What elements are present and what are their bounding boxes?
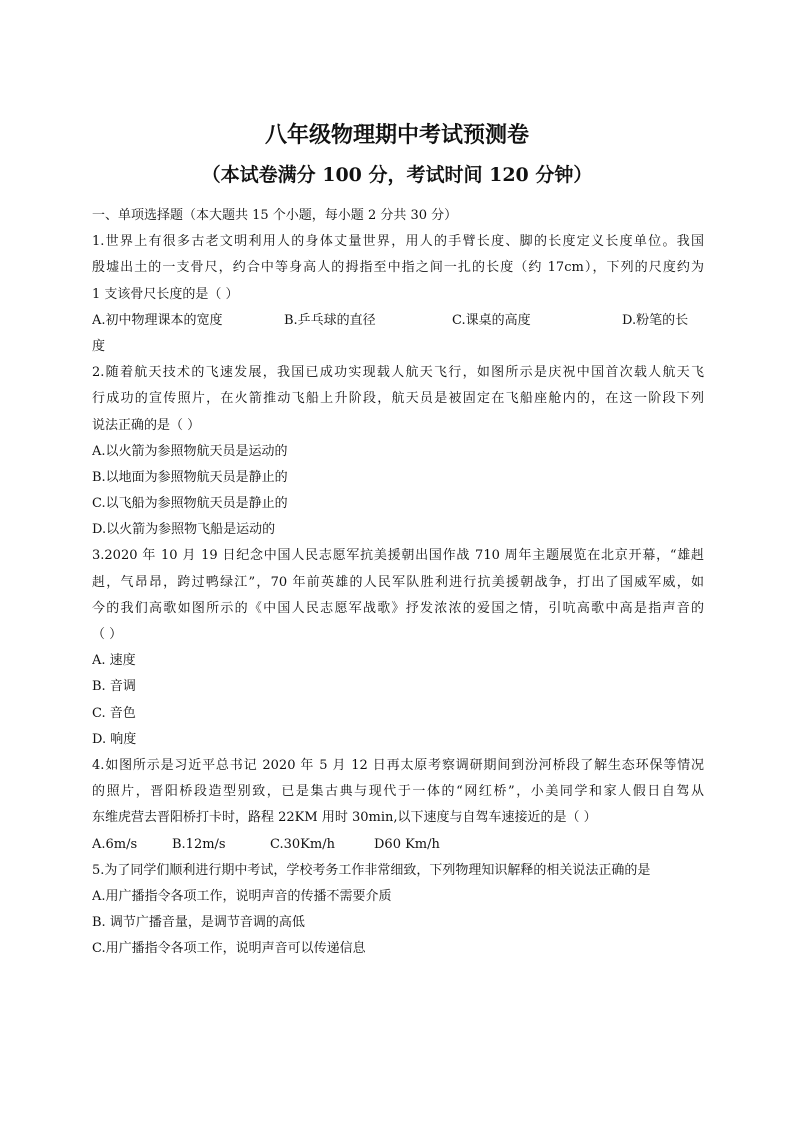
question-4-text-line: 的照片，晋阳桥段造型别致，已是集古典与现代于一体的“网红桥”，小美同学和家人假日自驾从 bbox=[92, 784, 704, 800]
question-5-text-line: 5.为了同学们顺利进行期中考试，学校考务工作非常细致，下列物理知识解释的相关说法正确的是 bbox=[92, 862, 651, 878]
option-a: A.用广播指令各项工作，说明声音的传播不需要介质 bbox=[92, 888, 392, 904]
question-5 bbox=[92, 858, 704, 963]
option-a: A.初中物理课本的宽度 bbox=[92, 312, 223, 328]
question-4-text-line: 4.如图所示是习近平总书记 2020 年 5 月 12 日再太原考察调研期间到汾河桥段了解生态环保等情况 bbox=[92, 757, 704, 773]
option-d: D60 Km/h bbox=[374, 836, 440, 852]
option-d: D.以火箭为参照物飞船是运动的 bbox=[92, 522, 276, 538]
option-d-continuation: 度 bbox=[92, 338, 106, 354]
option-a: A. 速度 bbox=[92, 653, 136, 669]
option-c: C. 音色 bbox=[92, 705, 136, 721]
question-3-text-line: 3.2020 年 10 月 19 日纪念中国人民志愿军抗美援朝出国作战 710 周年主题展览在北京开幕，“雄赳 bbox=[92, 548, 704, 564]
question-2 bbox=[92, 360, 704, 543]
option-c: C.课桌的高度 bbox=[452, 312, 531, 328]
question-3 bbox=[92, 543, 704, 753]
option-a: A.以火箭为参照物航天员是运动的 bbox=[92, 443, 288, 459]
exam-title: 八年级物理期中考试预测卷 bbox=[264, 122, 529, 148]
option-c: C.用广播指令各项工作，说明声音可以传递信息 bbox=[92, 941, 366, 957]
question-3-text-line: 今的我们高歌如图所示的《中国人民志愿军战歌》抒发浓浓的爱国之情，引吭高歌中高是指声音的 bbox=[92, 600, 704, 616]
option-d: D.粉笔的长 bbox=[622, 312, 689, 328]
question-2-text-line: 2.随着航天技术的飞速发展，我国已成功实现载人航天飞行，如图所示是庆祝中国首次载人航天飞 bbox=[92, 365, 704, 381]
question-4 bbox=[92, 753, 704, 858]
section-heading: 一、单项选择题（本大题共 15 个小题，每小题 2 分共 30 分） bbox=[92, 208, 458, 223]
question-1 bbox=[92, 229, 704, 360]
option-d: D. 响度 bbox=[92, 731, 137, 747]
question-3-text-line: （ ） bbox=[92, 627, 123, 642]
option-c: C.30Km/h bbox=[270, 836, 335, 852]
question-1-text-line: 1 支该骨尺长度的是（ ） bbox=[92, 286, 239, 302]
option-b: B.12m/s bbox=[172, 836, 226, 852]
question-4-text-line: 东维虎营去晋阳桥打卡时，路程 22KM 用时 30min,以下速度与自驾车速接近的是（ ） bbox=[92, 810, 597, 826]
option-b: B.以地面为参照物航天员是静止的 bbox=[92, 469, 288, 485]
question-3-text-line: 赳，气昂昂，跨过鸭绿江”，70 年前英雄的人民军队胜利进行抗美援朝战争，打出了国威军威，如 bbox=[92, 574, 704, 590]
question-4-options bbox=[92, 832, 704, 858]
option-b: B.乒乓球的直径 bbox=[284, 312, 376, 328]
exam-subtitle: （本试卷满分 100 分，考试时间 120 分钟） bbox=[201, 164, 593, 186]
question-1-text-line: 1.世界上有很多古老文明利用人的身体丈量世界，用人的手臂长度、脚的长度定义长度单位。我国 bbox=[92, 234, 704, 250]
question-1-options bbox=[92, 308, 704, 334]
question-2-text-line: 行成功的宣传照片，在火箭推动飞船上升阶段，航天员是被固定在飞船座舱内的，在这一阶段下列 bbox=[92, 391, 704, 407]
option-b: B. 音调 bbox=[92, 679, 136, 695]
question-1-text-line: 殷墟出土的一支骨尺，约合中等身高人的拇指至中指之间一扎的长度（约 17cm），下列的尺度约为 bbox=[92, 260, 704, 276]
option-b: B. 调节广播音量，是调节音调的高低 bbox=[92, 915, 305, 931]
option-c: C.以飞船为参照物航天员是静止的 bbox=[92, 496, 288, 512]
exam-body bbox=[92, 203, 704, 962]
option-a: A.6m/s bbox=[92, 836, 138, 852]
question-2-text-line: 说法正确的是（ ） bbox=[92, 417, 201, 433]
